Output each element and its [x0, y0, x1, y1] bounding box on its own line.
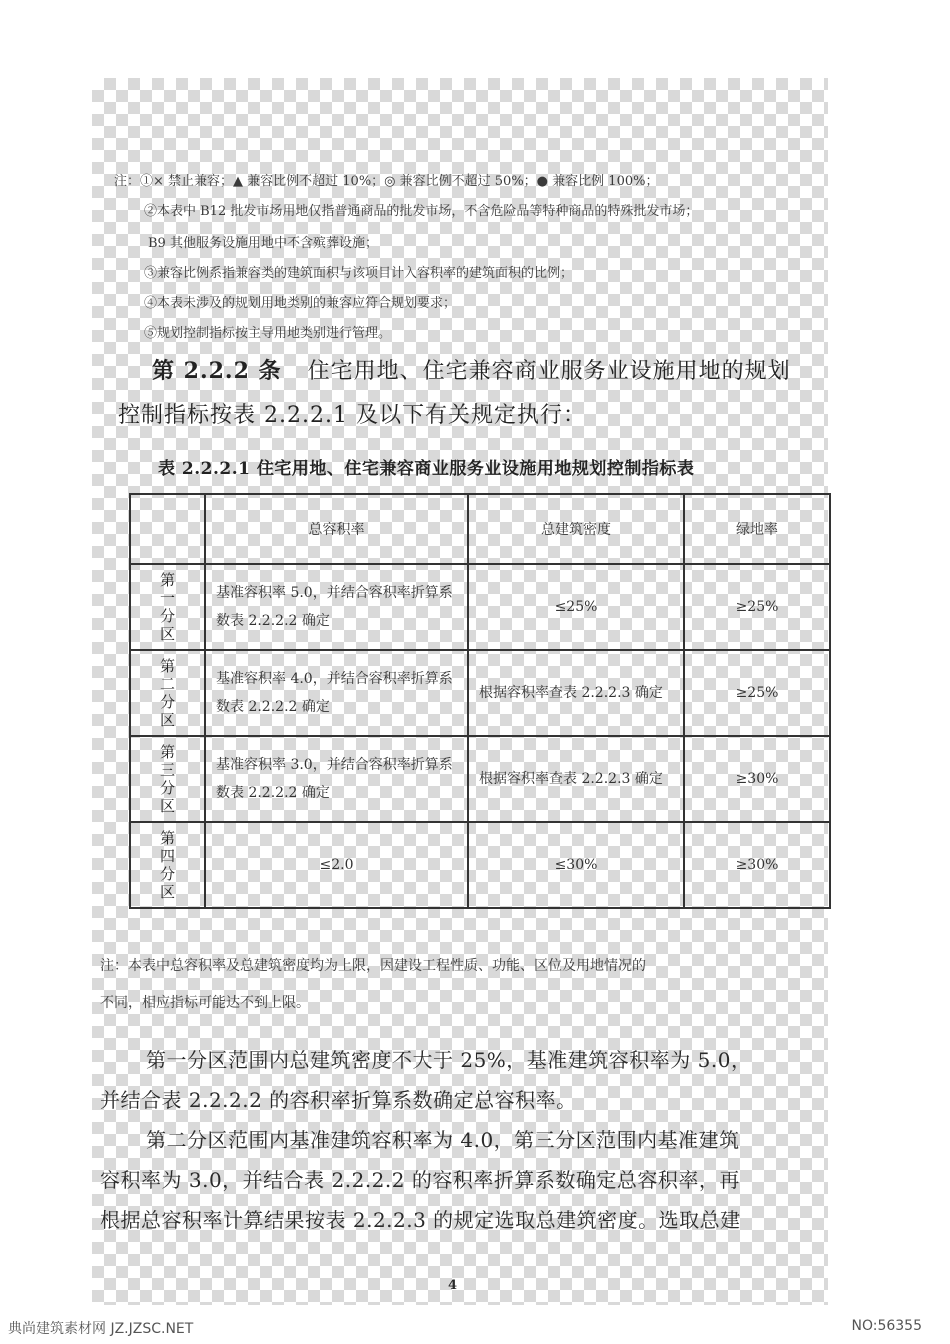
note-line-2: ②本表中 B12 批发市场用地仅指普通商品的批发市场，不含危险品等特种商品的特殊批发市场；: [144, 204, 699, 219]
footer-site-name: 典尚建筑素材网 JZ.JZSC.NET: [8, 1321, 194, 1337]
zone-label: 第二分区: [130, 650, 205, 736]
table-note-line-1: 注：本表中总容积率及总建筑密度均为上限，因建设工程性质、功能、区位及用地情况的: [100, 958, 646, 974]
note-line-2b: B9 其他服务设施用地中不含殡葬设施；: [148, 236, 378, 251]
control-index-table: [129, 493, 831, 909]
paragraph-1-line-1: 第一分区范围内总建筑密度不大于 25%，基准建筑容积率为 5.0，: [146, 1048, 752, 1072]
article-number: 第 2.2.2 条: [152, 358, 282, 384]
green-cell: ≥30%: [684, 822, 830, 908]
article-heading: [152, 354, 791, 385]
paragraph-2-line-3: 根据总容积率计算结果按表 2.2.2.3 的规定选取总建筑密度。选取总建: [100, 1208, 741, 1232]
note-line-3: ③兼容比例系指兼容类的建筑面积与该项目计入容积率的建筑面积的比例；: [144, 266, 574, 281]
table-row: [130, 822, 830, 908]
far-cell: 基准容积率 5.0，并结合容积率折算系数表 2.2.2.2 确定: [205, 564, 468, 650]
zone-label: 第一分区: [130, 564, 205, 650]
article-line-1: 住宅用地、住宅兼容商业服务业设施用地的规划: [307, 359, 791, 384]
table-row: [130, 564, 830, 650]
header-density: 总建筑密度: [468, 494, 684, 564]
note-line-1: 注：①× 禁止兼容；▲ 兼容比例不超过 10%；◎ 兼容比例不超过 50%；● 兼容比例 100%；: [114, 174, 659, 189]
density-cell: 根据容积率查表 2.2.2.3 确定: [468, 650, 684, 736]
zone-label: 第四分区: [130, 822, 205, 908]
density-cell: ≤25%: [468, 564, 684, 650]
green-cell: ≥25%: [684, 650, 830, 736]
far-cell: 基准容积率 3.0，并结合容积率折算系数表 2.2.2.2 确定: [205, 736, 468, 822]
paragraph-2-line-1: 第二分区范围内基准建筑容积率为 4.0，第三分区范围内基准建筑: [146, 1128, 740, 1152]
zone-label: 第三分区: [130, 736, 205, 822]
header-green: 绿地率: [684, 494, 830, 564]
document-page: [92, 78, 828, 1305]
page-number: 4: [448, 1278, 458, 1293]
green-cell: ≥30%: [684, 736, 830, 822]
header-far: 总容积率: [205, 494, 468, 564]
article-line-2: 控制指标按表 2.2.2.1 及以下有关规定执行：: [118, 403, 586, 428]
density-cell: 根据容积率查表 2.2.2.3 确定: [468, 736, 684, 822]
density-cell: ≤30%: [468, 822, 684, 908]
table-note-line-2: 不同，相应指标可能达不到上限。: [100, 995, 310, 1011]
paragraph-1-line-2: 并结合表 2.2.2.2 的容积率折算系数确定总容积率。: [100, 1088, 577, 1112]
table-header-row: [130, 494, 830, 564]
footer-serial-number: NO:56355: [851, 1318, 922, 1334]
far-cell: 基准容积率 4.0，并结合容积率折算系数表 2.2.2.2 确定: [205, 650, 468, 736]
table-row: [130, 736, 830, 822]
note-line-5: ⑤规划控制指标按主导用地类别进行管理。: [144, 326, 392, 341]
green-cell: ≥25%: [684, 564, 830, 650]
note-line-4: ④本表未涉及的规划用地类别的兼容应符合规划要求；: [144, 296, 457, 311]
table-caption: 表 2.2.2.1 住宅用地、住宅兼容商业服务业设施用地规划控制指标表: [158, 459, 695, 479]
paragraph-2-line-2: 容积率为 3.0，并结合表 2.2.2.2 的容积率折算系数确定总容积率，再: [100, 1168, 740, 1192]
table-row: [130, 650, 830, 736]
header-blank: [130, 494, 205, 564]
far-cell: ≤2.0: [205, 822, 468, 908]
